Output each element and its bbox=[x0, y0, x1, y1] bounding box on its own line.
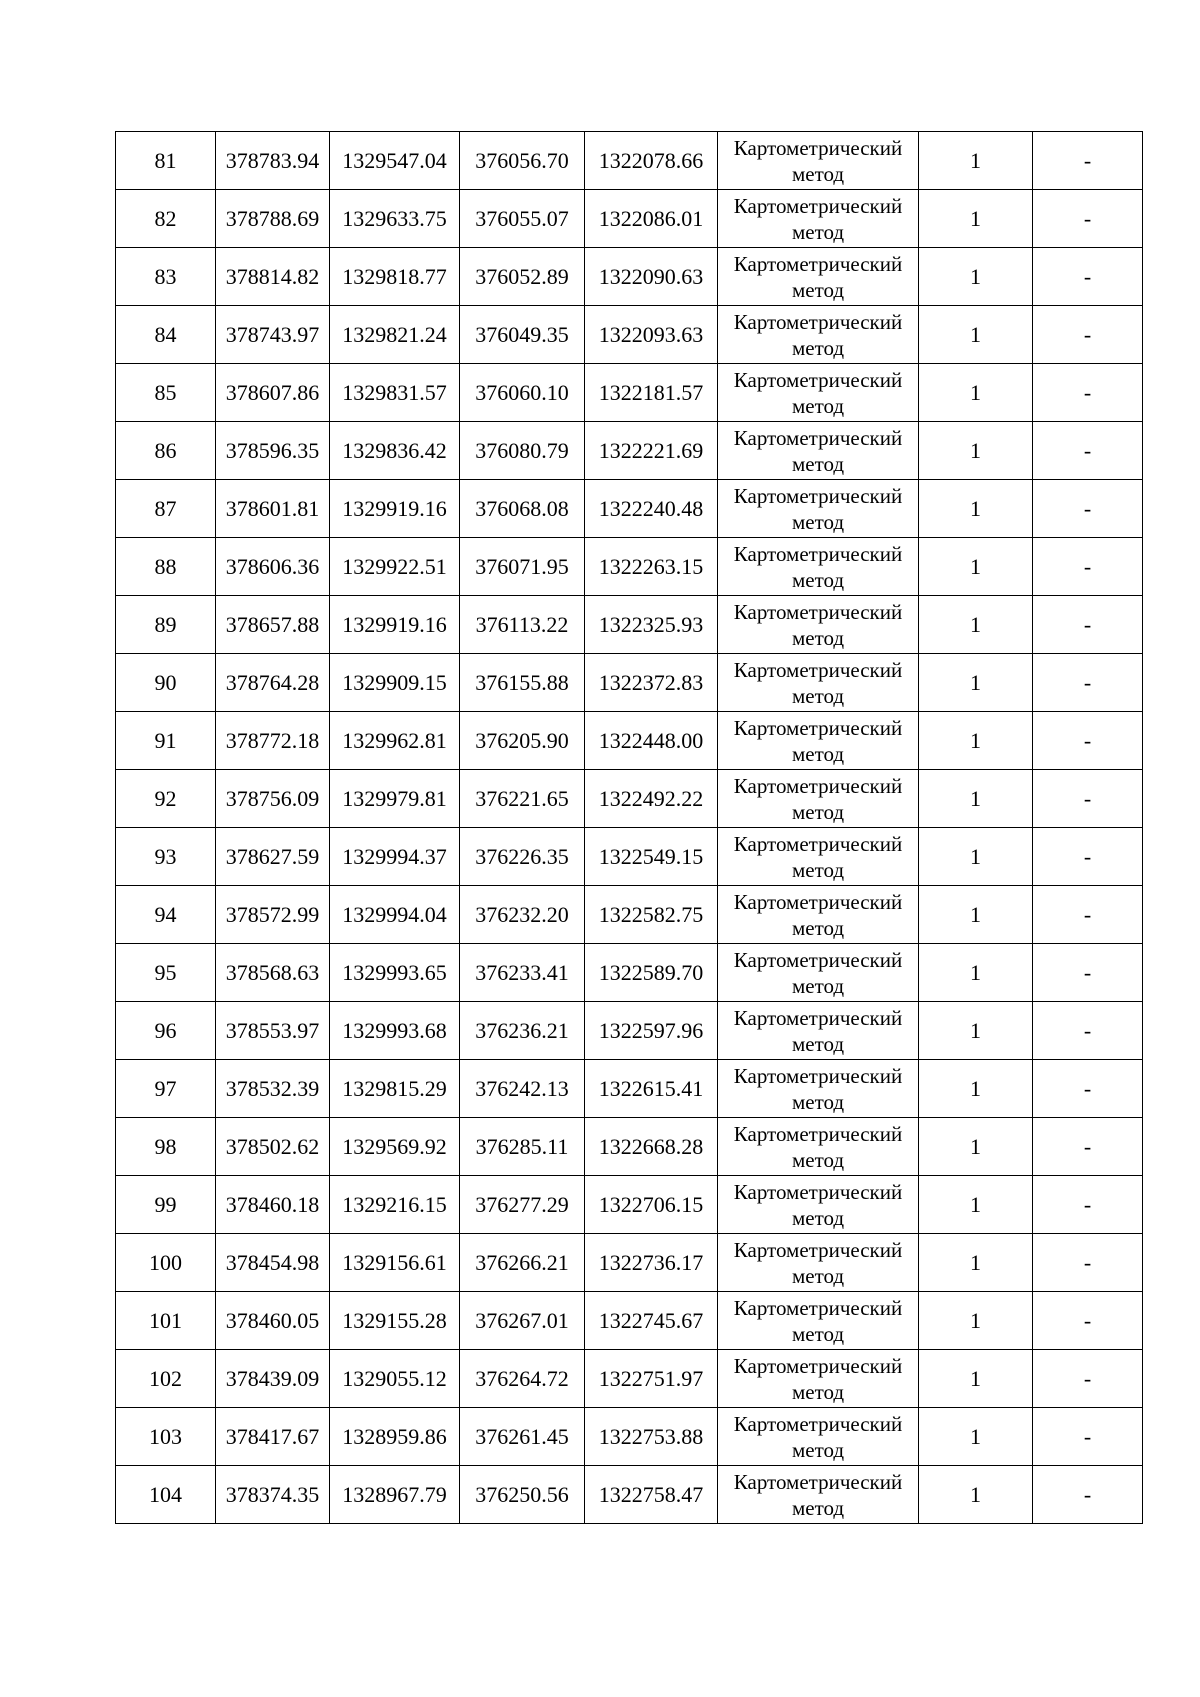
method-cell bbox=[718, 1118, 919, 1176]
y-coordinate-cell: 1329547.04 bbox=[330, 132, 460, 190]
method-label-line2: метод bbox=[791, 1321, 845, 1346]
y-coordinate-cell: 1329919.16 bbox=[330, 480, 460, 538]
y-coordinate-cell: 1329962.81 bbox=[330, 712, 460, 770]
point-number-cell: 92 bbox=[116, 770, 216, 828]
y-coordinate-alt-cell: 1322736.17 bbox=[585, 1234, 718, 1292]
accuracy-cell: 1 bbox=[919, 132, 1033, 190]
table-row bbox=[116, 422, 1143, 480]
y-coordinate-cell: 1328967.79 bbox=[330, 1466, 460, 1524]
method-label-line1: Картометрический bbox=[733, 1179, 903, 1204]
x-coordinate-alt-cell: 376052.89 bbox=[460, 248, 585, 306]
method-cell bbox=[718, 1408, 919, 1466]
method-cell bbox=[718, 1350, 919, 1408]
x-coordinate-cell: 378606.36 bbox=[216, 538, 330, 596]
method-cell bbox=[718, 886, 919, 944]
x-coordinate-cell: 378374.35 bbox=[216, 1466, 330, 1524]
point-number-cell: 101 bbox=[116, 1292, 216, 1350]
y-coordinate-cell: 1329216.15 bbox=[330, 1176, 460, 1234]
accuracy-cell: 1 bbox=[919, 306, 1033, 364]
point-number-cell: 89 bbox=[116, 596, 216, 654]
x-coordinate-cell: 378783.94 bbox=[216, 132, 330, 190]
y-coordinate-alt-cell: 1322549.15 bbox=[585, 828, 718, 886]
y-coordinate-cell: 1329633.75 bbox=[330, 190, 460, 248]
note-cell: - bbox=[1033, 248, 1143, 306]
x-coordinate-cell: 378439.09 bbox=[216, 1350, 330, 1408]
method-label-line2: метод bbox=[791, 219, 845, 244]
y-coordinate-alt-cell: 1322492.22 bbox=[585, 770, 718, 828]
note-cell: - bbox=[1033, 1350, 1143, 1408]
table-row bbox=[116, 1350, 1143, 1408]
note-cell: - bbox=[1033, 190, 1143, 248]
note-cell: - bbox=[1033, 480, 1143, 538]
x-coordinate-cell: 378502.62 bbox=[216, 1118, 330, 1176]
y-coordinate-alt-cell: 1322745.67 bbox=[585, 1292, 718, 1350]
table-row bbox=[116, 190, 1143, 248]
x-coordinate-alt-cell: 376113.22 bbox=[460, 596, 585, 654]
y-coordinate-alt-cell: 1322078.66 bbox=[585, 132, 718, 190]
method-cell bbox=[718, 538, 919, 596]
x-coordinate-alt-cell: 376236.21 bbox=[460, 1002, 585, 1060]
method-label-line1: Картометрический bbox=[733, 715, 903, 740]
method-label-line1: Картометрический bbox=[733, 251, 903, 276]
method-label-line1: Картометрический bbox=[733, 831, 903, 856]
note-cell: - bbox=[1033, 770, 1143, 828]
table-row bbox=[116, 248, 1143, 306]
table-row bbox=[116, 1060, 1143, 1118]
point-number-cell: 95 bbox=[116, 944, 216, 1002]
accuracy-cell: 1 bbox=[919, 248, 1033, 306]
table-row bbox=[116, 828, 1143, 886]
method-label-line2: метод bbox=[791, 451, 845, 476]
method-label-line1: Картометрический bbox=[733, 1295, 903, 1320]
x-coordinate-alt-cell: 376049.35 bbox=[460, 306, 585, 364]
method-label-line2: метод bbox=[791, 1205, 845, 1230]
accuracy-cell: 1 bbox=[919, 770, 1033, 828]
point-number-cell: 99 bbox=[116, 1176, 216, 1234]
method-label-line1: Картометрический bbox=[733, 483, 903, 508]
accuracy-cell: 1 bbox=[919, 1292, 1033, 1350]
method-cell bbox=[718, 944, 919, 1002]
y-coordinate-alt-cell: 1322181.57 bbox=[585, 364, 718, 422]
table-row bbox=[116, 1466, 1143, 1524]
table-row bbox=[116, 886, 1143, 944]
table-row bbox=[116, 596, 1143, 654]
point-number-cell: 102 bbox=[116, 1350, 216, 1408]
accuracy-cell: 1 bbox=[919, 1466, 1033, 1524]
x-coordinate-alt-cell: 376080.79 bbox=[460, 422, 585, 480]
point-number-cell: 81 bbox=[116, 132, 216, 190]
x-coordinate-alt-cell: 376277.29 bbox=[460, 1176, 585, 1234]
y-coordinate-cell: 1329836.42 bbox=[330, 422, 460, 480]
point-number-cell: 88 bbox=[116, 538, 216, 596]
method-cell bbox=[718, 306, 919, 364]
accuracy-cell: 1 bbox=[919, 190, 1033, 248]
y-coordinate-cell: 1329993.65 bbox=[330, 944, 460, 1002]
y-coordinate-cell: 1329993.68 bbox=[330, 1002, 460, 1060]
note-cell: - bbox=[1033, 596, 1143, 654]
accuracy-cell: 1 bbox=[919, 712, 1033, 770]
y-coordinate-alt-cell: 1322090.63 bbox=[585, 248, 718, 306]
method-label-line2: метод bbox=[791, 335, 845, 360]
x-coordinate-cell: 378572.99 bbox=[216, 886, 330, 944]
y-coordinate-alt-cell: 1322263.15 bbox=[585, 538, 718, 596]
method-label-line1: Картометрический bbox=[733, 425, 903, 450]
method-label-line1: Картометрический bbox=[733, 135, 903, 160]
y-coordinate-cell: 1329994.04 bbox=[330, 886, 460, 944]
method-cell bbox=[718, 132, 919, 190]
method-label-line2: метод bbox=[791, 857, 845, 882]
table-row bbox=[116, 1292, 1143, 1350]
method-label-line1: Картометрический bbox=[733, 1063, 903, 1088]
table-row bbox=[116, 1118, 1143, 1176]
method-label-line1: Картометрический bbox=[733, 193, 903, 218]
method-cell bbox=[718, 654, 919, 712]
y-coordinate-alt-cell: 1322758.47 bbox=[585, 1466, 718, 1524]
accuracy-cell: 1 bbox=[919, 886, 1033, 944]
table-row bbox=[116, 1002, 1143, 1060]
accuracy-cell: 1 bbox=[919, 538, 1033, 596]
accuracy-cell: 1 bbox=[919, 364, 1033, 422]
x-coordinate-alt-cell: 376267.01 bbox=[460, 1292, 585, 1350]
x-coordinate-alt-cell: 376250.56 bbox=[460, 1466, 585, 1524]
method-label-line2: метод bbox=[791, 1495, 845, 1520]
method-label-line1: Картометрический bbox=[733, 1005, 903, 1030]
point-number-cell: 104 bbox=[116, 1466, 216, 1524]
x-coordinate-cell: 378596.35 bbox=[216, 422, 330, 480]
method-label-line2: метод bbox=[791, 277, 845, 302]
method-cell bbox=[718, 1234, 919, 1292]
note-cell: - bbox=[1033, 538, 1143, 596]
x-coordinate-alt-cell: 376264.72 bbox=[460, 1350, 585, 1408]
method-label-line1: Картометрический bbox=[733, 889, 903, 914]
x-coordinate-alt-cell: 376055.07 bbox=[460, 190, 585, 248]
method-label-line2: метод bbox=[791, 1437, 845, 1462]
accuracy-cell: 1 bbox=[919, 1234, 1033, 1292]
method-label-line1: Картометрический bbox=[733, 309, 903, 334]
method-label-line1: Картометрический bbox=[733, 599, 903, 624]
accuracy-cell: 1 bbox=[919, 1408, 1033, 1466]
point-number-cell: 82 bbox=[116, 190, 216, 248]
method-label-line2: метод bbox=[791, 393, 845, 418]
y-coordinate-cell: 1328959.86 bbox=[330, 1408, 460, 1466]
point-number-cell: 90 bbox=[116, 654, 216, 712]
method-label-line1: Картометрический bbox=[733, 541, 903, 566]
note-cell: - bbox=[1033, 944, 1143, 1002]
accuracy-cell: 1 bbox=[919, 422, 1033, 480]
method-label-line1: Картометрический bbox=[733, 1121, 903, 1146]
point-number-cell: 93 bbox=[116, 828, 216, 886]
accuracy-cell: 1 bbox=[919, 654, 1033, 712]
y-coordinate-cell: 1329979.81 bbox=[330, 770, 460, 828]
accuracy-cell: 1 bbox=[919, 596, 1033, 654]
x-coordinate-alt-cell: 376068.08 bbox=[460, 480, 585, 538]
x-coordinate-alt-cell: 376226.35 bbox=[460, 828, 585, 886]
table-row bbox=[116, 770, 1143, 828]
x-coordinate-alt-cell: 376232.20 bbox=[460, 886, 585, 944]
x-coordinate-alt-cell: 376071.95 bbox=[460, 538, 585, 596]
y-coordinate-alt-cell: 1322448.00 bbox=[585, 712, 718, 770]
x-coordinate-cell: 378532.39 bbox=[216, 1060, 330, 1118]
x-coordinate-alt-cell: 376060.10 bbox=[460, 364, 585, 422]
note-cell: - bbox=[1033, 654, 1143, 712]
method-cell bbox=[718, 364, 919, 422]
method-label-line2: метод bbox=[791, 625, 845, 650]
y-coordinate-alt-cell: 1322706.15 bbox=[585, 1176, 718, 1234]
note-cell: - bbox=[1033, 364, 1143, 422]
x-coordinate-cell: 378764.28 bbox=[216, 654, 330, 712]
y-coordinate-alt-cell: 1322221.69 bbox=[585, 422, 718, 480]
method-cell bbox=[718, 422, 919, 480]
point-number-cell: 97 bbox=[116, 1060, 216, 1118]
method-cell bbox=[718, 596, 919, 654]
table-row bbox=[116, 538, 1143, 596]
y-coordinate-cell: 1329919.16 bbox=[330, 596, 460, 654]
method-cell bbox=[718, 770, 919, 828]
y-coordinate-cell: 1329818.77 bbox=[330, 248, 460, 306]
note-cell: - bbox=[1033, 306, 1143, 364]
method-label-line2: метод bbox=[791, 915, 845, 940]
method-cell bbox=[718, 1292, 919, 1350]
x-coordinate-cell: 378788.69 bbox=[216, 190, 330, 248]
method-label-line1: Картометрический bbox=[733, 1469, 903, 1494]
point-number-cell: 103 bbox=[116, 1408, 216, 1466]
y-coordinate-cell: 1329815.29 bbox=[330, 1060, 460, 1118]
note-cell: - bbox=[1033, 1234, 1143, 1292]
method-label-line1: Картометрический bbox=[733, 367, 903, 392]
accuracy-cell: 1 bbox=[919, 944, 1033, 1002]
note-cell: - bbox=[1033, 1466, 1143, 1524]
point-number-cell: 96 bbox=[116, 1002, 216, 1060]
table-row bbox=[116, 1234, 1143, 1292]
method-label-line2: метод bbox=[791, 973, 845, 998]
method-cell bbox=[718, 1176, 919, 1234]
note-cell: - bbox=[1033, 1060, 1143, 1118]
accuracy-cell: 1 bbox=[919, 1176, 1033, 1234]
x-coordinate-cell: 378756.09 bbox=[216, 770, 330, 828]
table-row bbox=[116, 1176, 1143, 1234]
point-number-cell: 83 bbox=[116, 248, 216, 306]
note-cell: - bbox=[1033, 1292, 1143, 1350]
method-cell bbox=[718, 1060, 919, 1118]
method-cell bbox=[718, 480, 919, 538]
point-number-cell: 100 bbox=[116, 1234, 216, 1292]
method-label-line2: метод bbox=[791, 799, 845, 824]
y-coordinate-cell: 1329922.51 bbox=[330, 538, 460, 596]
y-coordinate-cell: 1329831.57 bbox=[330, 364, 460, 422]
method-cell bbox=[718, 712, 919, 770]
y-coordinate-cell: 1329909.15 bbox=[330, 654, 460, 712]
coordinates-table bbox=[115, 131, 1143, 1524]
x-coordinate-cell: 378772.18 bbox=[216, 712, 330, 770]
table-row bbox=[116, 712, 1143, 770]
table-row bbox=[116, 132, 1143, 190]
accuracy-cell: 1 bbox=[919, 1118, 1033, 1176]
method-label-line2: метод bbox=[791, 1031, 845, 1056]
table-row bbox=[116, 654, 1143, 712]
y-coordinate-alt-cell: 1322668.28 bbox=[585, 1118, 718, 1176]
x-coordinate-alt-cell: 376205.90 bbox=[460, 712, 585, 770]
y-coordinate-alt-cell: 1322753.88 bbox=[585, 1408, 718, 1466]
x-coordinate-alt-cell: 376285.11 bbox=[460, 1118, 585, 1176]
note-cell: - bbox=[1033, 1408, 1143, 1466]
note-cell: - bbox=[1033, 712, 1143, 770]
method-cell bbox=[718, 1002, 919, 1060]
point-number-cell: 85 bbox=[116, 364, 216, 422]
note-cell: - bbox=[1033, 132, 1143, 190]
method-label-line1: Картометрический bbox=[733, 1353, 903, 1378]
point-number-cell: 98 bbox=[116, 1118, 216, 1176]
point-number-cell: 86 bbox=[116, 422, 216, 480]
point-number-cell: 84 bbox=[116, 306, 216, 364]
table-row bbox=[116, 480, 1143, 538]
x-coordinate-alt-cell: 376261.45 bbox=[460, 1408, 585, 1466]
method-cell bbox=[718, 190, 919, 248]
coordinates-table-body bbox=[116, 132, 1143, 1524]
method-label-line2: метод bbox=[791, 1089, 845, 1114]
x-coordinate-cell: 378553.97 bbox=[216, 1002, 330, 1060]
accuracy-cell: 1 bbox=[919, 828, 1033, 886]
x-coordinate-cell: 378601.81 bbox=[216, 480, 330, 538]
x-coordinate-alt-cell: 376266.21 bbox=[460, 1234, 585, 1292]
table-row bbox=[116, 364, 1143, 422]
y-coordinate-cell: 1329055.12 bbox=[330, 1350, 460, 1408]
method-label-line2: метод bbox=[791, 1147, 845, 1172]
y-coordinate-cell: 1329821.24 bbox=[330, 306, 460, 364]
y-coordinate-alt-cell: 1322086.01 bbox=[585, 190, 718, 248]
y-coordinate-alt-cell: 1322240.48 bbox=[585, 480, 718, 538]
table-row bbox=[116, 306, 1143, 364]
method-label-line1: Картометрический bbox=[733, 773, 903, 798]
point-number-cell: 91 bbox=[116, 712, 216, 770]
x-coordinate-cell: 378460.05 bbox=[216, 1292, 330, 1350]
x-coordinate-alt-cell: 376155.88 bbox=[460, 654, 585, 712]
x-coordinate-cell: 378454.98 bbox=[216, 1234, 330, 1292]
x-coordinate-cell: 378743.97 bbox=[216, 306, 330, 364]
x-coordinate-cell: 378627.59 bbox=[216, 828, 330, 886]
method-label-line2: метод bbox=[791, 509, 845, 534]
point-number-cell: 87 bbox=[116, 480, 216, 538]
y-coordinate-alt-cell: 1322615.41 bbox=[585, 1060, 718, 1118]
y-coordinate-cell: 1329994.37 bbox=[330, 828, 460, 886]
accuracy-cell: 1 bbox=[919, 480, 1033, 538]
accuracy-cell: 1 bbox=[919, 1060, 1033, 1118]
y-coordinate-alt-cell: 1322372.83 bbox=[585, 654, 718, 712]
table-row bbox=[116, 1408, 1143, 1466]
method-label-line2: метод bbox=[791, 1263, 845, 1288]
table-row bbox=[116, 944, 1143, 1002]
method-label-line2: метод bbox=[791, 1379, 845, 1404]
note-cell: - bbox=[1033, 1118, 1143, 1176]
y-coordinate-alt-cell: 1322589.70 bbox=[585, 944, 718, 1002]
method-cell bbox=[718, 1466, 919, 1524]
note-cell: - bbox=[1033, 422, 1143, 480]
method-label-line2: метод bbox=[791, 567, 845, 592]
y-coordinate-cell: 1329156.61 bbox=[330, 1234, 460, 1292]
point-number-cell: 94 bbox=[116, 886, 216, 944]
note-cell: - bbox=[1033, 886, 1143, 944]
y-coordinate-cell: 1329155.28 bbox=[330, 1292, 460, 1350]
method-cell bbox=[718, 828, 919, 886]
x-coordinate-alt-cell: 376221.65 bbox=[460, 770, 585, 828]
method-cell bbox=[718, 248, 919, 306]
note-cell: - bbox=[1033, 1002, 1143, 1060]
method-label-line1: Картометрический bbox=[733, 947, 903, 972]
note-cell: - bbox=[1033, 828, 1143, 886]
x-coordinate-cell: 378417.67 bbox=[216, 1408, 330, 1466]
method-label-line1: Картометрический bbox=[733, 1411, 903, 1436]
x-coordinate-alt-cell: 376056.70 bbox=[460, 132, 585, 190]
y-coordinate-cell: 1329569.92 bbox=[330, 1118, 460, 1176]
y-coordinate-alt-cell: 1322325.93 bbox=[585, 596, 718, 654]
x-coordinate-cell: 378657.88 bbox=[216, 596, 330, 654]
method-label-line2: метод bbox=[791, 161, 845, 186]
method-label-line1: Картометрический bbox=[733, 657, 903, 682]
x-coordinate-cell: 378814.82 bbox=[216, 248, 330, 306]
x-coordinate-alt-cell: 376233.41 bbox=[460, 944, 585, 1002]
y-coordinate-alt-cell: 1322597.96 bbox=[585, 1002, 718, 1060]
y-coordinate-alt-cell: 1322093.63 bbox=[585, 306, 718, 364]
x-coordinate-cell: 378568.63 bbox=[216, 944, 330, 1002]
method-label-line2: метод bbox=[791, 741, 845, 766]
x-coordinate-cell: 378607.86 bbox=[216, 364, 330, 422]
y-coordinate-alt-cell: 1322751.97 bbox=[585, 1350, 718, 1408]
method-label-line2: метод bbox=[791, 683, 845, 708]
method-label-line1: Картометрический bbox=[733, 1237, 903, 1262]
x-coordinate-cell: 378460.18 bbox=[216, 1176, 330, 1234]
x-coordinate-alt-cell: 376242.13 bbox=[460, 1060, 585, 1118]
note-cell: - bbox=[1033, 1176, 1143, 1234]
y-coordinate-alt-cell: 1322582.75 bbox=[585, 886, 718, 944]
accuracy-cell: 1 bbox=[919, 1002, 1033, 1060]
accuracy-cell: 1 bbox=[919, 1350, 1033, 1408]
